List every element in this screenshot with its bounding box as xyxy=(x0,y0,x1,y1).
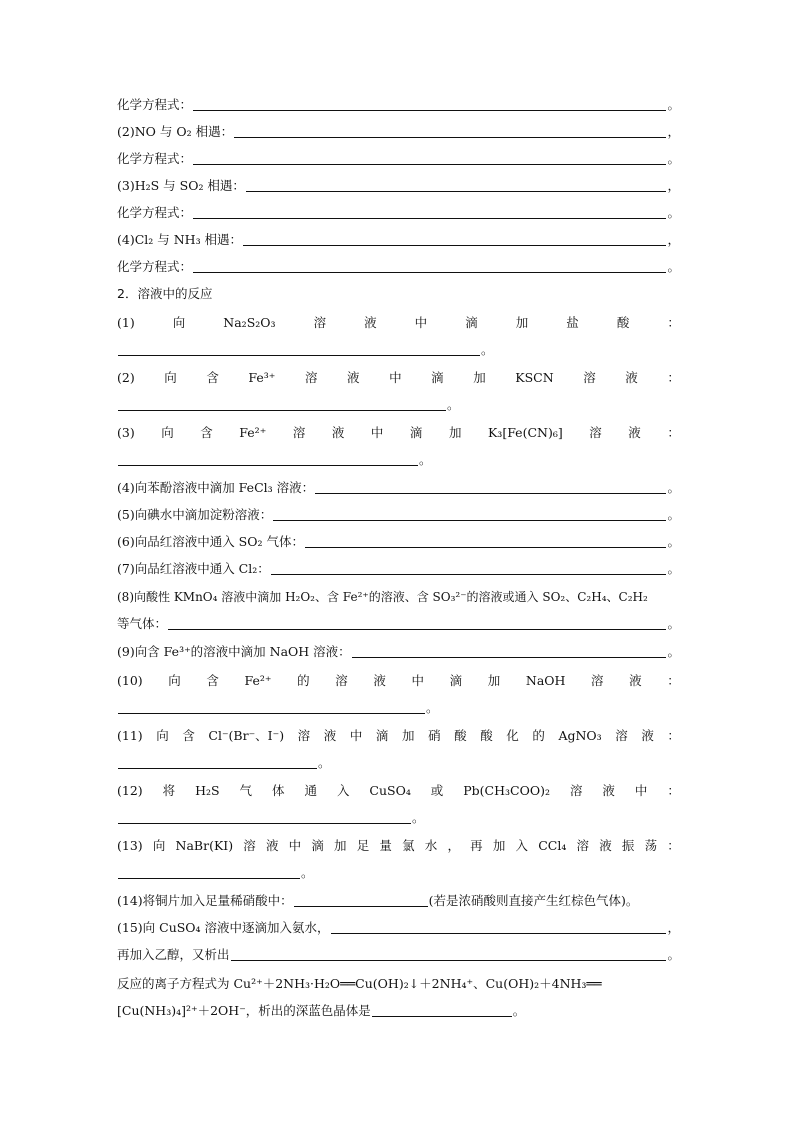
word: (2) xyxy=(117,370,135,385)
word: 液 xyxy=(265,838,279,853)
equation-row-2 xyxy=(117,120,680,140)
word: 体 xyxy=(272,783,285,798)
word: 通 xyxy=(304,783,317,798)
word: 含 xyxy=(206,370,219,385)
word: 加 xyxy=(492,838,506,853)
row-label: (2)NO 与 O₂ 相遇： xyxy=(117,124,234,139)
equation-row-1 xyxy=(117,93,680,113)
word: 向 xyxy=(168,673,181,688)
word: (11) xyxy=(117,728,143,743)
row-end: ， xyxy=(667,178,680,193)
question-6 xyxy=(117,530,680,550)
word: 的 xyxy=(532,728,545,743)
equation-row-5 xyxy=(117,201,680,221)
answer-blank[interactable] xyxy=(231,946,667,961)
word: Fe³⁺ xyxy=(248,370,276,385)
question-3 xyxy=(117,421,680,441)
word: 中 xyxy=(349,728,363,743)
word: K₃[Fe(CN)₆] xyxy=(487,425,563,440)
word: NaBr(KI) xyxy=(175,838,234,853)
word: 滴 xyxy=(449,673,463,688)
word: 入 xyxy=(515,838,529,853)
row-end: 。 xyxy=(667,151,680,166)
word: 氯 xyxy=(402,838,415,853)
word: 中 xyxy=(414,315,428,330)
row-end: 。 xyxy=(426,700,439,715)
row-end: ， xyxy=(667,920,680,935)
word: ： xyxy=(667,370,680,385)
row-label: (3)H₂S 与 SO₂ 相遇： xyxy=(117,178,245,193)
word: 酸 xyxy=(616,315,630,330)
question-9 xyxy=(117,640,680,660)
question-8-answer xyxy=(117,612,680,632)
answer-blank[interactable] xyxy=(193,258,666,273)
word: 滴 xyxy=(465,315,478,330)
word: 中 xyxy=(389,370,402,385)
section-title xyxy=(117,282,680,302)
word: ： xyxy=(667,425,680,440)
word: AgNO₃ xyxy=(558,728,602,743)
word: KSCN xyxy=(515,370,554,385)
question-12-answer xyxy=(117,806,680,826)
answer-blank[interactable] xyxy=(118,396,446,411)
word: 液 xyxy=(323,728,337,743)
question-10 xyxy=(117,669,680,689)
question-11 xyxy=(117,724,680,744)
word: CuSO₄ xyxy=(369,783,411,798)
word: 中 xyxy=(370,425,384,440)
row-label: 化学方程式： xyxy=(117,97,193,112)
question-7 xyxy=(117,557,680,577)
word: 加 xyxy=(515,315,529,330)
answer-blank[interactable] xyxy=(315,479,666,494)
answer-blank[interactable] xyxy=(372,1002,512,1017)
word: 含 xyxy=(206,673,219,688)
reaction-text: [Cu(NH₃)₄]²⁺＋2OH⁻，析出的深蓝色晶体是 xyxy=(117,1003,371,1018)
word: 液 xyxy=(602,783,615,798)
question-3-answer xyxy=(117,448,680,468)
answer-blank[interactable] xyxy=(273,506,666,521)
word: 或 xyxy=(430,783,444,798)
word: 水 xyxy=(424,838,438,853)
word: ： xyxy=(667,673,680,688)
question-2-answer xyxy=(117,393,680,413)
row-end: 。 xyxy=(419,452,432,467)
word: 加 xyxy=(334,838,347,853)
word: 酸 xyxy=(480,728,493,743)
question-10-answer xyxy=(117,696,680,716)
question-13 xyxy=(117,834,680,854)
row-end: 。 xyxy=(301,865,314,880)
word: 将 xyxy=(162,783,176,798)
reaction-text: 反应的离子方程式为 Cu²⁺＋2NH₃·H₂O══Cu(OH)₂↓＋2NH₄⁺、Cu(OH)₂＋4NH₃══ xyxy=(117,976,602,991)
word: 液 xyxy=(331,425,345,440)
word: 滴 xyxy=(431,370,444,385)
row-end: 。 xyxy=(667,97,680,112)
word: ： xyxy=(667,315,680,330)
word: Fe²⁺ xyxy=(244,673,272,688)
word: 足 xyxy=(356,838,370,853)
equation-row-7 xyxy=(117,255,680,275)
row-label: (7)向品红溶液中通入 Cl₂： xyxy=(117,561,270,576)
answer-blank[interactable] xyxy=(118,809,411,824)
word: 滴 xyxy=(311,838,324,853)
word: 向 xyxy=(156,728,169,743)
word: Na₂S₂O₃ xyxy=(223,315,276,330)
row-label: 化学方程式： xyxy=(117,259,193,274)
row-label: 等气体： xyxy=(117,616,168,631)
question-text: (8)向酸性 KMnO₄ 溶液中滴加 H₂O₂、含 Fe²⁺的溶液、含 SO₃²⁻的溶液或通入 SO₂、C₂H₄、C₂H₂ xyxy=(117,590,648,604)
word: 溶 xyxy=(615,728,628,743)
row-end: 。 xyxy=(481,342,494,357)
answer-blank[interactable] xyxy=(234,123,666,138)
word: 液 xyxy=(364,315,377,330)
row-label: 化学方程式： xyxy=(117,151,193,166)
word: (1) xyxy=(117,315,135,330)
word: 液 xyxy=(629,673,642,688)
answer-blank[interactable] xyxy=(294,892,428,907)
question-14 xyxy=(117,889,680,909)
word: 硝 xyxy=(428,728,441,743)
word: 中 xyxy=(411,673,425,688)
answer-blank[interactable] xyxy=(271,560,667,575)
question-2 xyxy=(117,366,680,386)
question-12 xyxy=(117,779,680,799)
word: 液 xyxy=(641,728,654,743)
question-note: (若是浓硝酸则直接产生红棕色气体)。 xyxy=(428,893,639,908)
word: 的 xyxy=(297,673,310,688)
row-end: 。 xyxy=(318,755,331,770)
row-label: (9)向含 Fe³⁺的溶液中滴加 NaOH 溶液： xyxy=(117,644,351,659)
word: 溶 xyxy=(297,728,311,743)
word: 含 xyxy=(182,728,195,743)
row-end: 。 xyxy=(667,205,680,220)
word: 溶 xyxy=(292,425,306,440)
question-8 xyxy=(117,585,680,605)
word: ， xyxy=(447,838,460,853)
word: 液 xyxy=(599,838,612,853)
reaction-line-1 xyxy=(117,972,680,992)
question-4 xyxy=(117,476,680,496)
word: 溶 xyxy=(313,315,327,330)
word: Cl⁻(Br⁻、I⁻) xyxy=(208,728,285,743)
row-end: 。 xyxy=(667,616,680,631)
row-end: ， xyxy=(667,232,680,247)
word: Pb(CH₃COO)₂ xyxy=(463,783,550,798)
word: 溶 xyxy=(335,673,348,688)
word: (12) xyxy=(117,783,143,798)
word: 向 xyxy=(161,425,174,440)
section-title-text: 2．溶液中的反应 xyxy=(117,286,213,301)
row-end: ， xyxy=(667,124,680,139)
row-label: 再加入乙醇，又析出 xyxy=(117,947,230,962)
word: 溶 xyxy=(304,370,318,385)
row-end: 。 xyxy=(667,259,680,274)
answer-blank[interactable] xyxy=(118,754,317,769)
word: 中 xyxy=(634,783,648,798)
question-1-answer xyxy=(117,338,680,358)
row-label: (5)向碘水中滴加淀粉溶液： xyxy=(117,507,273,522)
word: 中 xyxy=(288,838,302,853)
word: NaOH xyxy=(525,673,566,688)
answer-blank[interactable] xyxy=(118,451,418,466)
equation-row-4 xyxy=(117,174,680,194)
row-end: 。 xyxy=(667,507,680,522)
row-end: 。 xyxy=(667,561,680,576)
word: 溶 xyxy=(583,370,596,385)
row-end: 。 xyxy=(447,397,460,412)
word: 加 xyxy=(487,673,501,688)
word: 液 xyxy=(625,370,638,385)
word: 含 xyxy=(200,425,213,440)
word: CCl₄ xyxy=(538,838,567,853)
word: 盐 xyxy=(566,315,579,330)
word: 溶 xyxy=(569,783,583,798)
row-label: (14)将铜片加入足量稀硝酸中： xyxy=(117,893,293,908)
word: Fe²⁺ xyxy=(239,425,267,440)
word: 滴 xyxy=(375,728,389,743)
word: 溶 xyxy=(243,838,256,853)
word: 入 xyxy=(336,783,350,798)
word: H₂S xyxy=(195,783,220,798)
word: 向 xyxy=(164,370,177,385)
answer-blank[interactable] xyxy=(168,615,666,630)
row-end: 。 xyxy=(667,947,680,962)
word: 气 xyxy=(239,783,253,798)
word: 溶 xyxy=(576,838,590,853)
word: 液 xyxy=(373,673,386,688)
question-15-line2 xyxy=(117,943,680,963)
question-1 xyxy=(117,311,680,331)
word: ： xyxy=(667,838,680,853)
answer-blank[interactable] xyxy=(243,231,666,246)
word: 加 xyxy=(401,728,415,743)
row-end: 。 xyxy=(667,480,680,495)
row-end: 。 xyxy=(512,1003,526,1018)
word: 化 xyxy=(506,728,519,743)
answer-blank[interactable] xyxy=(193,150,666,165)
reaction-line-2 xyxy=(117,999,680,1019)
word: 液 xyxy=(628,425,641,440)
word: 振 xyxy=(621,838,635,853)
word: (10) xyxy=(117,673,143,688)
answer-blank[interactable] xyxy=(118,864,300,879)
word: (3) xyxy=(117,425,135,440)
question-13-answer xyxy=(117,861,680,881)
word: (13) xyxy=(117,838,143,853)
question-5 xyxy=(117,503,680,523)
answer-blank[interactable] xyxy=(352,643,667,658)
word: ： xyxy=(667,728,680,743)
answer-blank[interactable] xyxy=(118,699,425,714)
word: 加 xyxy=(473,370,486,385)
answer-blank[interactable] xyxy=(193,204,666,219)
answer-blank[interactable] xyxy=(246,177,667,192)
row-end: 。 xyxy=(667,644,680,659)
row-label: (6)向品红溶液中通入 SO₂ 气体： xyxy=(117,534,304,549)
answer-blank[interactable] xyxy=(193,96,666,111)
equation-row-6 xyxy=(117,228,680,248)
word: ： xyxy=(667,783,680,798)
equation-row-3 xyxy=(117,147,680,167)
answer-blank[interactable] xyxy=(331,919,667,934)
question-11-answer xyxy=(117,751,680,771)
row-label: 化学方程式： xyxy=(117,205,193,220)
row-label: (4)Cl₂ 与 NH₃ 相遇： xyxy=(117,232,243,247)
word: 液 xyxy=(347,370,360,385)
word: 向 xyxy=(152,838,166,853)
word: 荡 xyxy=(644,838,658,853)
row-end: 。 xyxy=(412,810,425,825)
word: 酸 xyxy=(454,728,467,743)
word: 滴 xyxy=(409,425,423,440)
question-15 xyxy=(117,916,680,936)
row-label: (15)向 CuSO₄ 溶液中逐滴加入氨水， xyxy=(117,920,330,935)
word: 量 xyxy=(379,838,392,853)
word: 向 xyxy=(172,315,186,330)
answer-blank[interactable] xyxy=(305,533,667,548)
word: 再 xyxy=(470,838,483,853)
word: 溶 xyxy=(589,425,602,440)
answer-blank[interactable] xyxy=(118,341,480,356)
word: 溶 xyxy=(591,673,604,688)
word: 加 xyxy=(448,425,462,440)
row-label: (4)向苯酚溶液中滴加 FeCl₃ 溶液： xyxy=(117,480,315,495)
row-end: 。 xyxy=(667,534,680,549)
